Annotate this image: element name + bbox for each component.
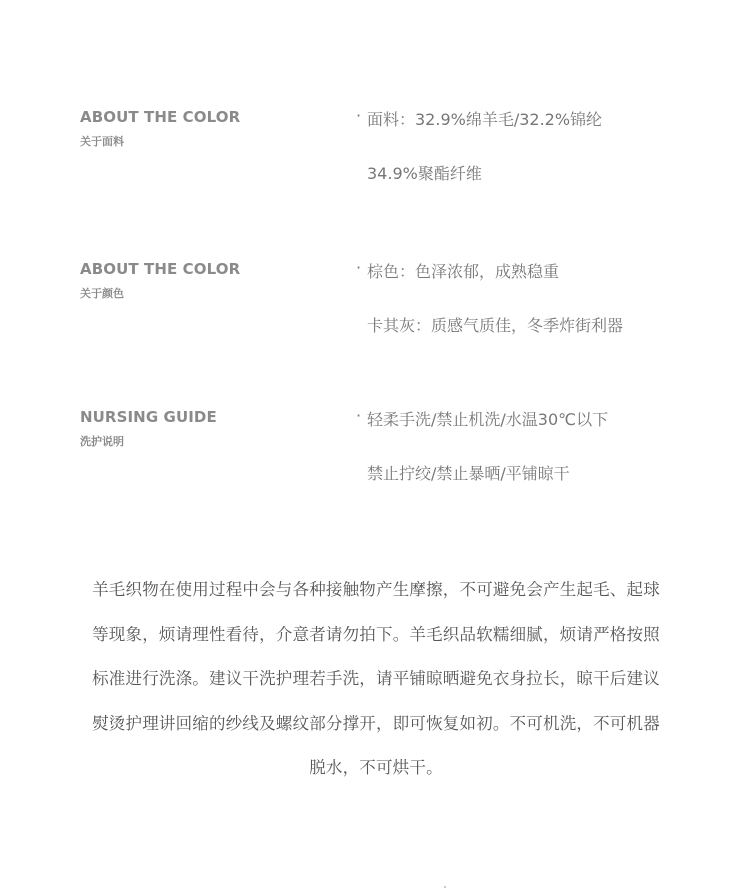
section-title-en: ABOUT THE COLOR [80,260,241,278]
detail-line: 面料：32.9%绵羊毛/32.2%锦纶 [367,110,603,129]
decorative-dot [444,886,446,888]
bullet-dot: · [356,106,362,125]
detail-line: 轻柔手洗/禁止机洗/水温30℃以下 [367,410,609,429]
note-line: 羊毛织物在使用过程中会与各种接触物产生摩擦，不可避免会产生起毛、起球 [92,580,660,599]
note-line: 等现象，烦请理性看待，介意者请勿拍下。羊毛织品软糯细腻，烦请严格按照 [92,624,660,644]
detail-line: 禁止拧绞/禁止暴晒/平铺晾干 [367,464,570,483]
bullet-dot: · [356,258,362,277]
section-title-cn: 洗护说明 [80,435,124,448]
bullet-dot: · [356,406,362,425]
detail-line: 卡其灰：质感气质佳，冬季炸街利器 [367,316,624,335]
detail-line: 棕色：色泽浓郁，成熟稳重 [367,262,560,281]
section-title-en: ABOUT THE COLOR [80,108,241,126]
note-line: 标准进行洗涤。建议干洗护理若手洗，请平铺晾晒避免衣身拉长，晾干后建议 [92,669,660,688]
care-note-paragraph [70,568,682,791]
detail-line: 34.9%聚酯纤维 [367,164,482,183]
note-line: 熨烫护理讲回缩的纱线及螺纹部分撑开，即可恢复如初。不可机洗，不可机器 [92,713,660,733]
section-title-cn: 关于面料 [80,135,124,148]
section-title-cn: 关于颜色 [80,287,124,300]
section-title-en: NURSING GUIDE [80,408,217,426]
note-line: 脱水，不可烘干。 [309,758,443,777]
